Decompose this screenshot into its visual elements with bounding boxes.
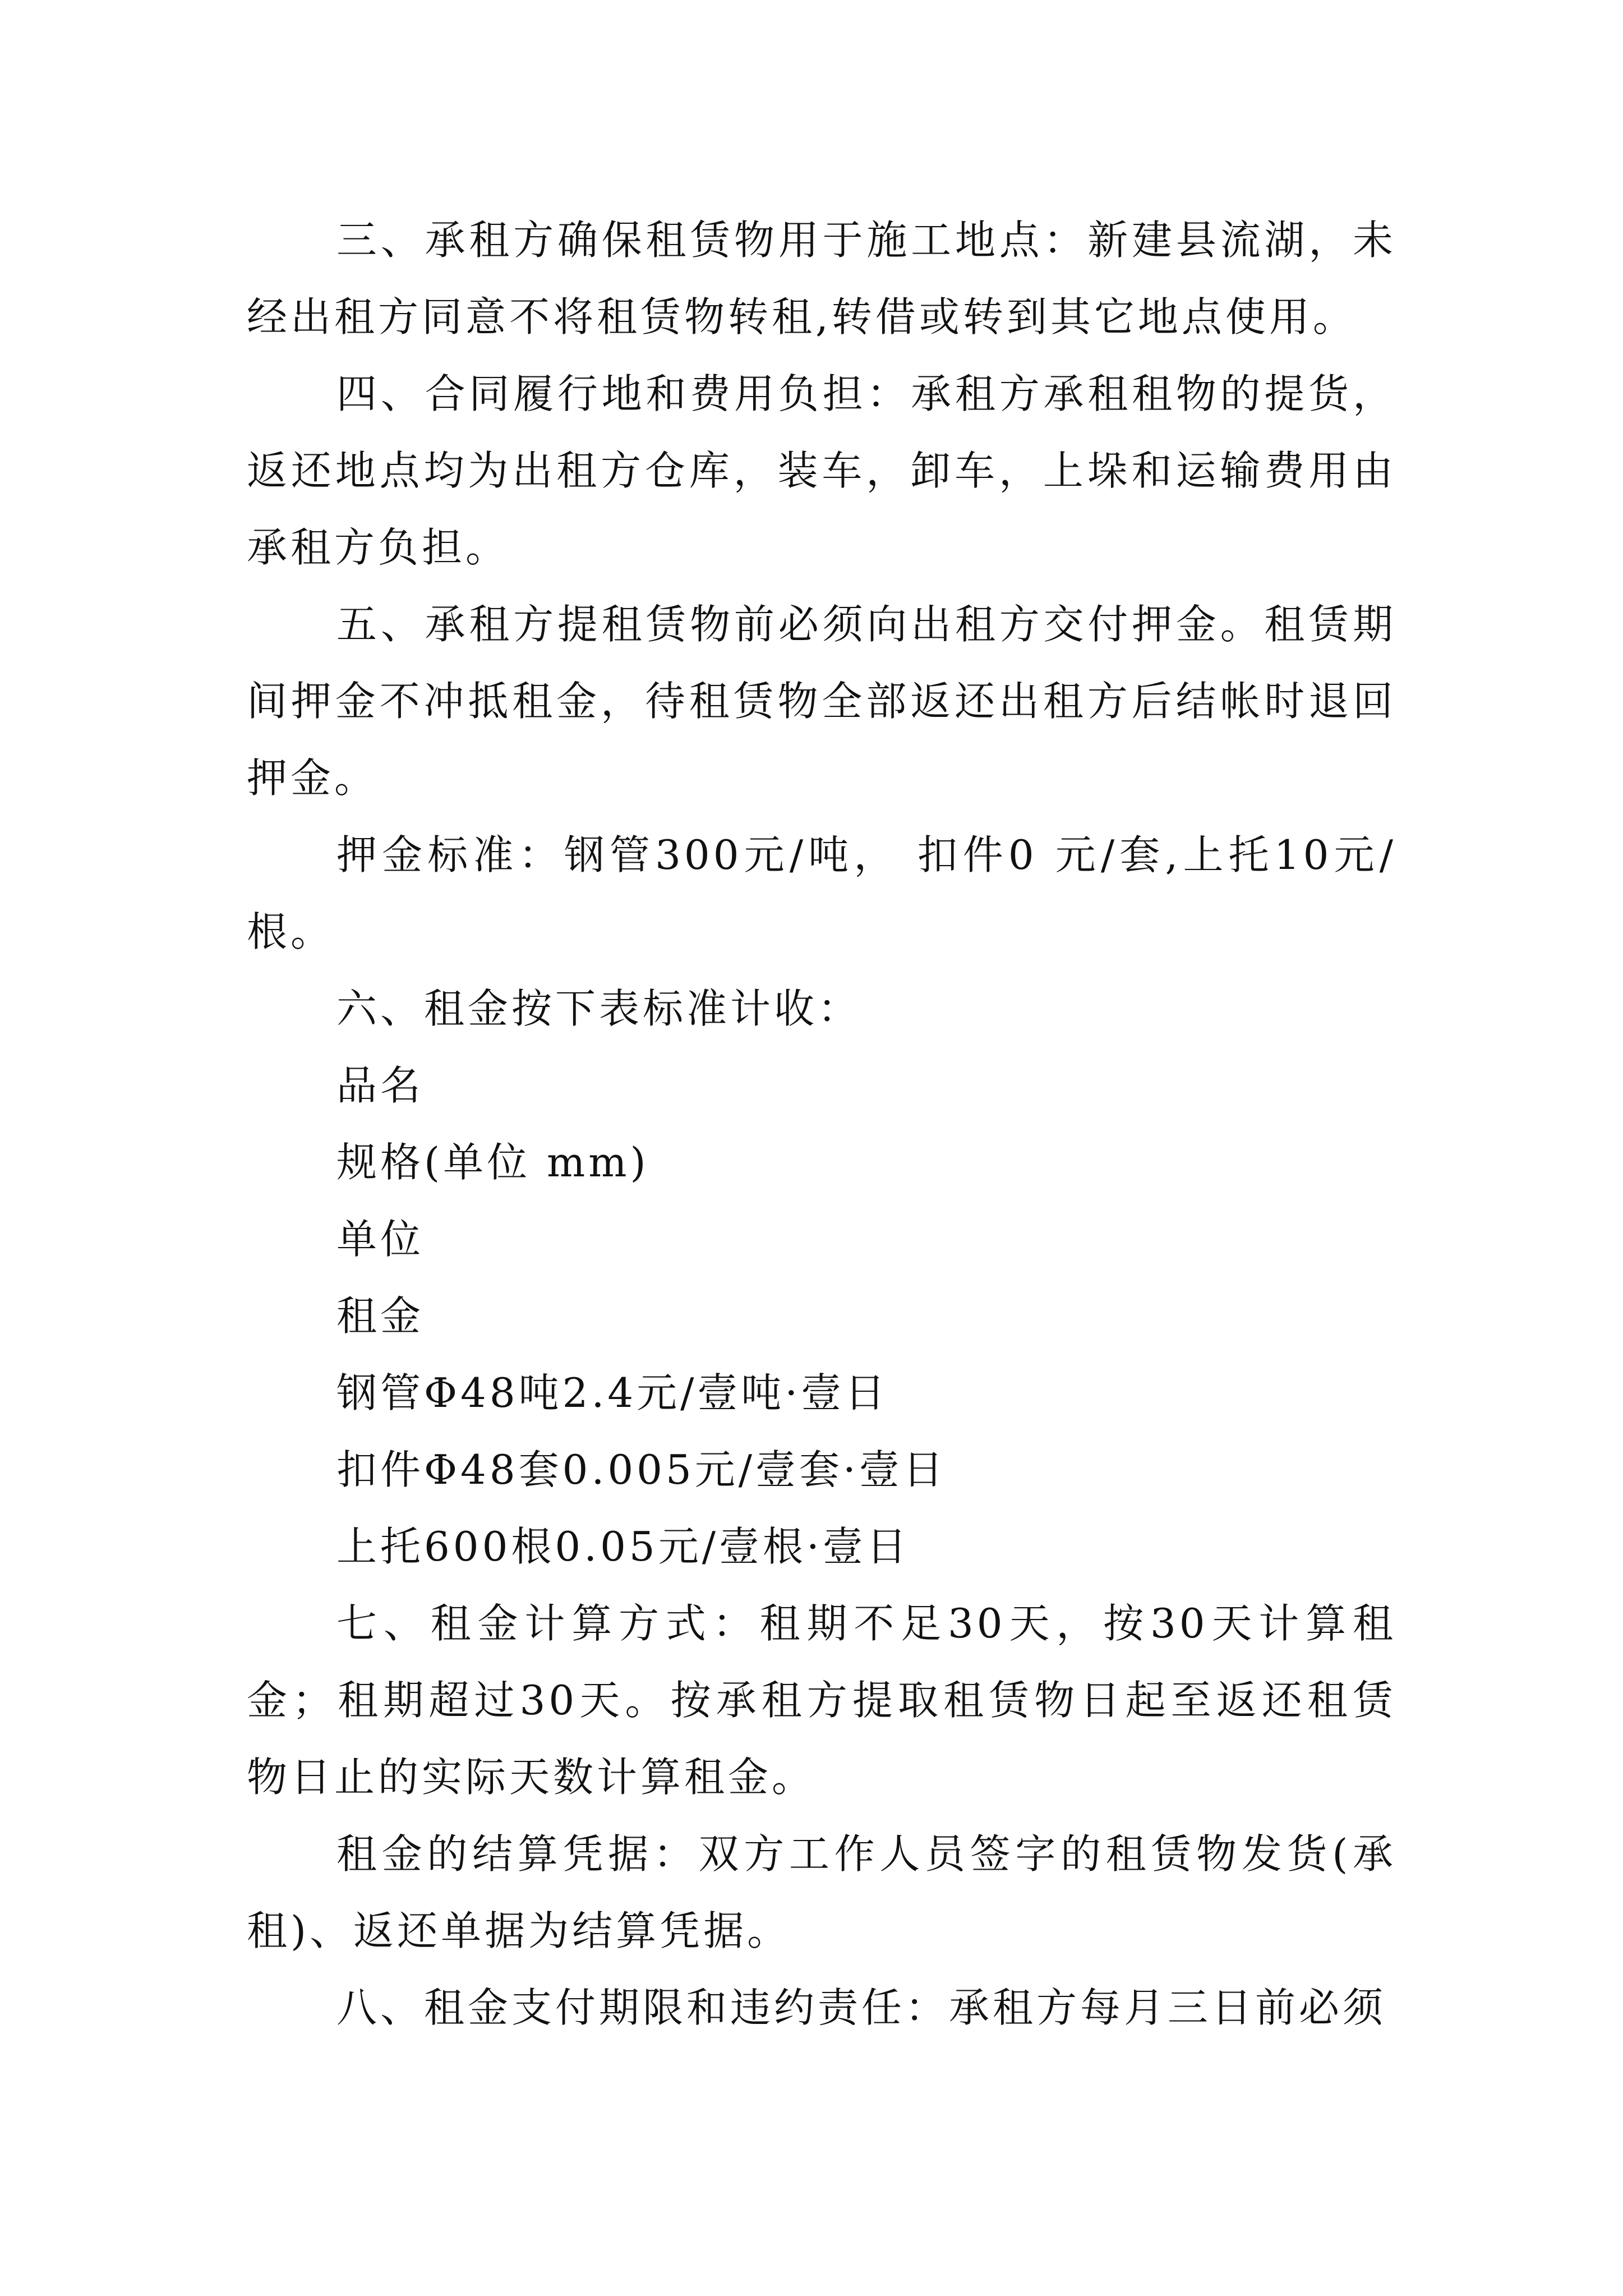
clause-three: 三、承租方确保租赁物用于施工地点：新建县流湖，未经出租方同意不将租赁物转租,转借或转到其它地点使用。 [247, 217, 1396, 341]
clause-six: 六、租金按下表标准计收： [336, 985, 862, 1032]
table-header-rent: 租金 [336, 1292, 425, 1340]
table-header-name: 品名 [336, 1062, 425, 1109]
table-header-unit: 单位 [336, 1216, 425, 1263]
table-row-top-support: 上托600根0.05元/壹根·壹日 [336, 1523, 910, 1570]
clause-seven: 七、租金计算方式：租期不足30天，按30天计算租金；租期超过30天。按承租方提取租赁物日起至返还租赁物日止的实际天数计算租金。 [247, 1600, 1396, 1801]
table-row-steel-pipe: 钢管Φ48吨2.4元/壹吨·壹日 [336, 1369, 889, 1416]
clause-eight: 八、租金支付期限和违约责任：承租方每月三日前必须 [336, 1984, 1387, 2031]
table-row-coupler: 扣件Φ48套0.005元/壹套·壹日 [336, 1446, 947, 1493]
settlement-basis: 租金的结算凭据：双方工作人员签字的租赁物发货(承租)、返还单据为结算凭据。 [247, 1830, 1396, 1954]
document-body [247, 202, 1396, 2046]
table-header-spec: 规格(单位 mm) [336, 1139, 649, 1186]
clause-five: 五、承租方提租赁物前必须向出租方交付押金。租赁期间押金不冲抵租金，待租赁物全部返还出租方后结帐时退回押金。 [247, 601, 1396, 802]
deposit-standard: 押金标准：钢管300元/吨， 扣件0 元/套,上托10元/根。 [247, 831, 1396, 955]
clause-four: 四、合同履行地和费用负担：承租方承租租物的提货，返还地点均为出租方仓库，装车，卸车，上垛和运输费用由承租方负担。 [247, 370, 1396, 571]
